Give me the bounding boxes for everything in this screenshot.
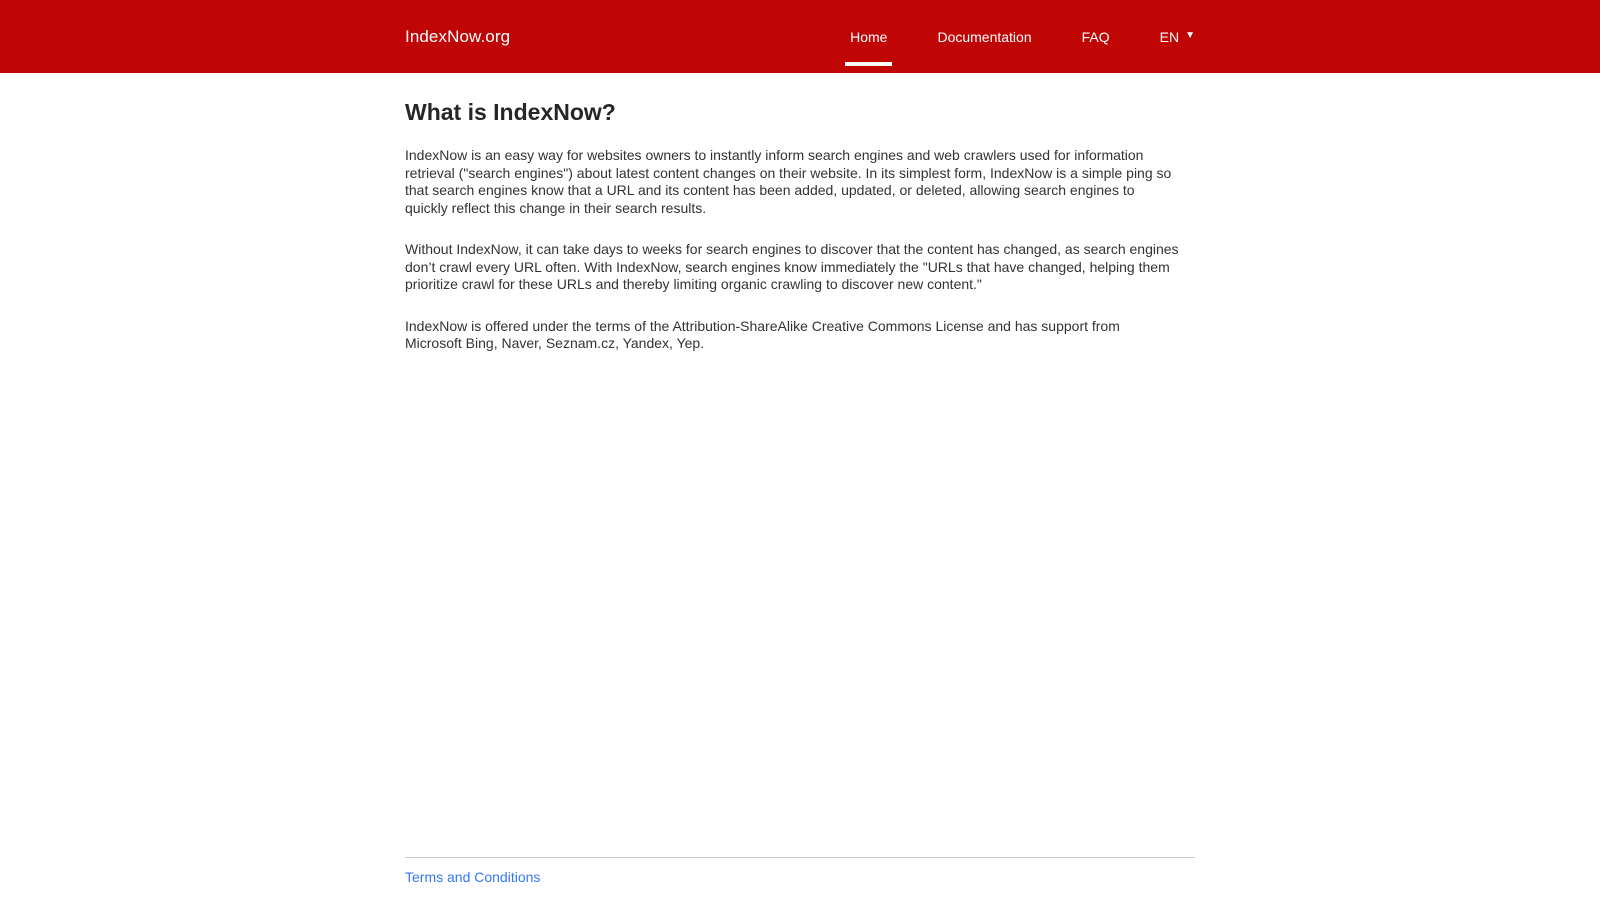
language-selector-label: EN [1159,28,1180,45]
nav-item-faq[interactable] [1082,0,1110,73]
active-tab-underline [845,62,892,66]
footer-container [405,857,1195,900]
license-paragraph: IndexNow is offered under the terms of the Attribution-ShareAlike Creative Commons License and has support from Microsoft Bing, Naver, Seznam.cz, Yandex, Yep. [405,317,1120,351]
content-container [405,73,1195,353]
benefit-paragraph: Without IndexNow, it can take days to weeks for search engines to discover that the content has changed, as search engines don’t crawl every URL often. With IndexNow, search engines know immediately the "URLs that have changed, helping them prioritize crawl for these URLs and thereby limiting organic crawling to discover new content." [405,241,1179,292]
header-container [405,0,1195,73]
nav-item-home[interactable] [850,0,887,73]
nav-item-home-label: Home [850,28,888,45]
main-nav [850,0,1195,73]
site-header [0,0,1600,73]
intro-paragraph: IndexNow is an easy way for websites owners to instantly inform search engines and web crawlers used for information retrieval ("search engines") about latest content changes on their website. In its simplest form, IndexNow is a simple ping so that search engines know that a URL and its content has been added, updated, or deleted, allowing search engines to quickly reflect this change in their search results. [405,147,1172,216]
site-logo[interactable]: IndexNow.org [405,26,511,46]
site-footer [0,857,1600,900]
nav-item-faq-label: FAQ [1081,28,1110,45]
page-title: What is IndexNow? [405,99,616,125]
terms-and-conditions-link[interactable]: Terms and Conditions [405,869,541,885]
language-selector[interactable] [1160,0,1195,73]
chevron-down-icon: ▼ [1185,30,1195,41]
nav-item-documentation[interactable] [937,0,1031,73]
nav-item-documentation-label: Documentation [937,28,1032,45]
main-content [0,73,1600,857]
